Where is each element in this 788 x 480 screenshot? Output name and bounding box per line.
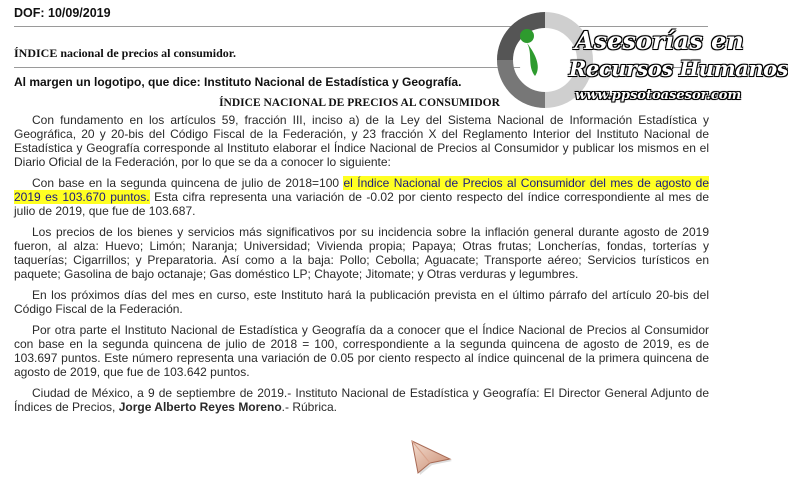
paragraph-biweekly-index: Por otra parte el Instituto Nacional de Estadística y Geografía da a conocer que el Índice Nacional de Precios al Consumidor con base en la segunda quincena de julio de 2018 = 100, correspondiente a la segunda quincena de agosto de 2019, es de 103.697 puntos. Este número representa una variación de 0.05 por ciento respecto al índice quincenal de la primera quincena de agosto de 2019, que fue de 103.642 puntos. [14,323,709,379]
publication-date: DOF: 10/09/2019 [14,6,111,20]
paragraph-legal-basis: Con fundamento en los artículos 59, fracción III, inciso a) de la Ley del Sistema Nacional de Información Estadística y Geográfica, 20 y 20-bis del Código Fiscal de la Federación, y 23 fracción X del Reglamento Interior del Instituto Nacional de Estadística y Geografía corresponde al Instituto elaborar el Índice Nacional de Precios al Consumidor y publicar los mismos en el Diario Oficial de la Federación, por lo que se da a conocer lo siguiente: [14,113,709,169]
signature-outro: .- Rúbrica. [281,400,338,414]
paragraph-index-intro: Con base en la segunda quincena de julio de 2018=100 [32,176,344,190]
watermark-logo [497,10,788,112]
watermark-line-2: Recursos Humanos [569,56,788,81]
document-body [14,113,709,421]
paragraph-signature [14,386,709,414]
highlighted-index-statement: el Índice Nacional de Precios al Consumidor del mes de agosto de 2019 es 103.670 puntos. [14,176,709,204]
watermark-line-1: Asesorías en [575,26,744,55]
section-heading: ÍNDICE NACIONAL DE PRECIOS AL CONSUMIDOR [219,97,500,109]
paragraph-publication-note: En los próximos días del mes en curso, este Instituto hará la publicación prevista en el último párrafo del artículo 20-bis del Código Fiscal de la Federación. [14,288,709,316]
paragraph-index-value [14,176,709,218]
document-title: ÍNDICE nacional de precios al consumidor. [14,46,237,60]
signatory-name: Jorge Alberto Reyes Moreno [118,400,282,414]
watermark-line-3: www.ppsotoasesor.com [575,88,742,103]
signature-intro: Ciudad de México, a 9 de septiembre de 2019.- Instituto Nacional de Estadística y Geografía: El Director General Adjunto de Índices de Precios, [14,386,709,414]
paragraph-index-variation: Esta cifra representa una variación de -0.02 por ciento respecto del índice correspondiente al mes de julio de 2019, que fue de 103.687. [14,190,709,218]
margin-note: Al margen un logotipo, que dice: Instituto Nacional de Estadística y Geografía. [14,75,462,89]
pointer-arrow-icon [404,437,454,477]
paragraph-price-movers: Los precios de los bienes y servicios más significativos por su incidencia sobre la inflación general durante agosto de 2019 fueron, al alza: Huevo; Limón; Naranja; Universidad; Vivienda propia; Papaya; Otras frutas; Loncherías, fondas, torterías y taquerías; Cigarrillos; y Preparatoria. Así como a la baja: Pollo; Cebolla; Aguacate; Transporte aéreo; Servicios turísticos en paquete; Gasolina de bajo octanaje; Gas doméstico LP; Chayote; Jitomate; y Otras verduras y legumbres. [14,225,709,281]
